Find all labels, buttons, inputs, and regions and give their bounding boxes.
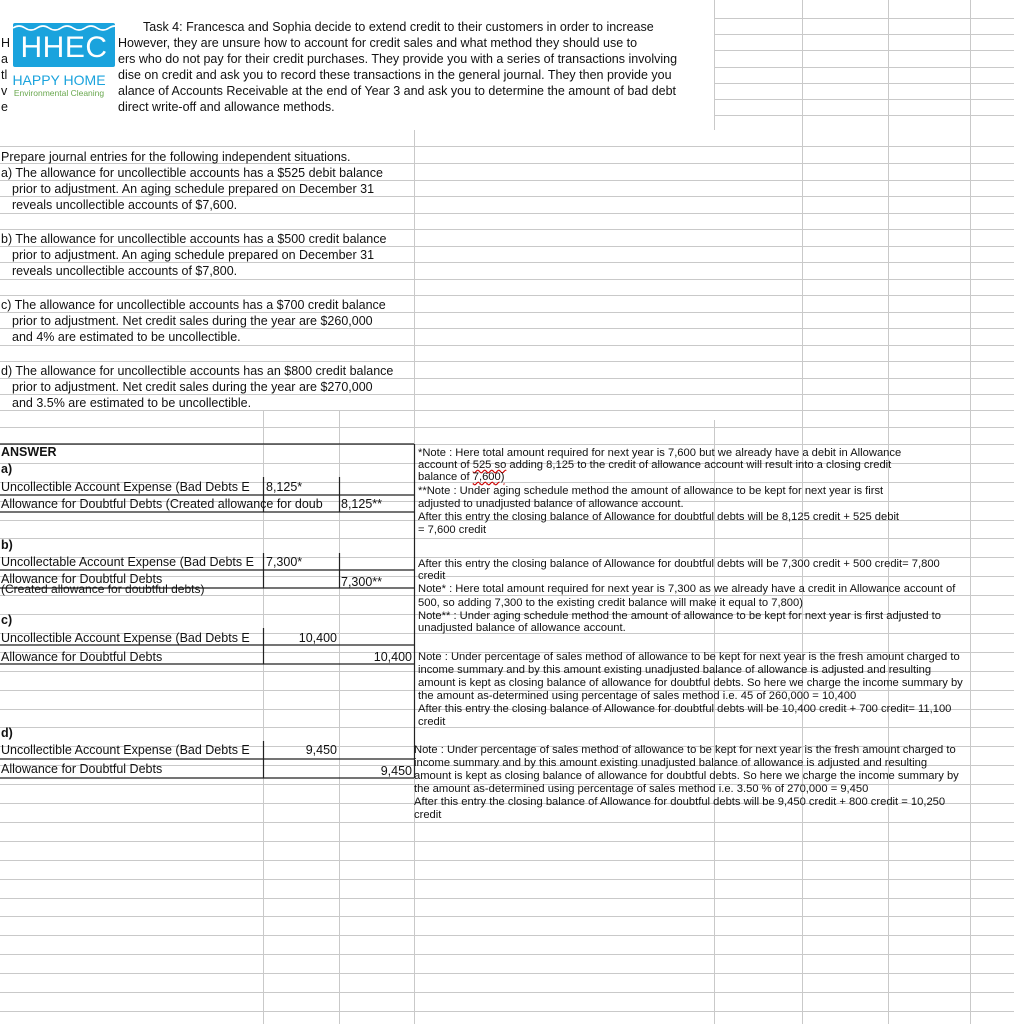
note-b-line: unadjusted balance of allowance account. <box>418 622 626 634</box>
answer-d-label: d) <box>1 726 13 740</box>
journal-account: Uncollectible Account Expense (Bad Debts E <box>1 480 250 494</box>
journal-account: Uncollectible Account Expense (Bad Debts E <box>1 743 250 757</box>
logo-text: HHEC <box>20 31 108 64</box>
task-title: Task 4: Francesca and Sophia decide to extend credit to their customers in order to increase <box>143 20 654 34</box>
journal-account: Uncollectible Account Expense (Bad Debts E <box>1 631 250 645</box>
task-fragment: v <box>1 84 8 98</box>
task-line: dise on credit and ask you to record these transactions in the general journal. They then provide you <box>118 68 672 82</box>
journal-account: Allowance for Doubtful Debts <box>1 650 163 664</box>
journal-account-cutoff: (Created allowance for doubtful debts) <box>1 582 205 596</box>
note-b-line: credit <box>418 570 446 582</box>
task-line: alance of Accounts Receivable at the end of Year 3 and ask you to determine the amount of bad debt <box>118 84 677 98</box>
note-c-line: credit <box>418 716 446 728</box>
task-line: However, they are unsure how to account for credit sales and what method they should use to <box>118 36 638 50</box>
task-fragment: H <box>1 36 11 50</box>
question-b-line: prior to adjustment. An aging schedule prepared on December 31 <box>12 248 375 262</box>
note-c-line: income summary and by this amount existing unadjusted balance of allowance is adjusted and resulting <box>418 664 932 676</box>
journal-credit: 9,450 <box>380 764 412 778</box>
note-b-line: 500, so adding 7,300 to the existing credit balance will make it equal to 7,800) <box>418 597 803 609</box>
logo-subtitle: Environmental Cleaning <box>13 88 105 98</box>
journal-debit: 8,125* <box>266 480 303 494</box>
note-d-line: amount is kept as closing balance of allowance for doubtful debts. So here we charge the income summary by <box>414 770 959 782</box>
questions-intro: Prepare journal entries for the following independent situations. <box>1 150 351 164</box>
task-fragment: tl <box>1 68 8 82</box>
journal-account: Uncollectable Account Expense (Bad Debts E <box>1 555 254 569</box>
task-line: ers who do not pay for their credit purchases. They provide you with a series of transactions involving <box>118 52 678 66</box>
note-d-line: income summary and by this amount existing unadjusted balance of allowance is adjusted and resulting <box>414 757 928 769</box>
journal-debit: 7,300* <box>266 555 303 569</box>
question-c-line: prior to adjustment. Net credit sales during the year are $260,000 <box>12 314 373 328</box>
note-a-line: After this entry the closing balance of Allowance for doubtful debts will be 8,125 credit + 525 debit <box>418 511 900 523</box>
task-fragment: a <box>1 52 8 66</box>
journal-account: Allowance for Doubtful Debts (Created allowance for doub <box>1 497 323 511</box>
question-d-line: d) The allowance for uncollectible accounts has an $800 credit balance <box>1 364 394 378</box>
logo-badge <box>13 23 115 67</box>
question-c-line: c) The allowance for uncollectible accounts has a $700 credit balance <box>1 298 386 312</box>
note-b-line: Note** : Under aging schedule method the amount of allowance to be kept for next year is first adjusted to <box>418 610 942 622</box>
note-c-line: the amount as-determined using percentage of sales method i.e. 45 of 260,000 = 10,400 <box>418 690 857 702</box>
answer-heading: ANSWER <box>1 445 57 459</box>
note-c-line: After this entry the closing balance of Allowance for doubtful debts will be 10,400 credit + 700 credit= 11,100 <box>418 703 952 715</box>
question-b-line: b) The allowance for uncollectible accounts has a $500 credit balance <box>1 232 387 246</box>
question-d-line: prior to adjustment. Net credit sales during the year are $270,000 <box>12 380 373 394</box>
note-a-line: account of 525 so adding 8,125 to the credit of allowance account will result into a closing credit <box>418 459 892 471</box>
journal-debit: 10,400 <box>298 631 337 645</box>
note-c-line: Note : Under percentage of sales method of allowance to be kept for next year is the fresh amount charged to <box>418 651 960 663</box>
note-c-line: amount is kept as closing balance of allowance for doubtful debts. So here we charge the income summary by <box>418 677 963 689</box>
note-a-line: = 7,600 credit <box>418 524 487 536</box>
note-d-line: credit <box>414 809 442 821</box>
note-d-line: Note : Under percentage of sales method of allowance to be kept for next year is the fresh amount charged to <box>414 744 956 756</box>
journal-account: Allowance for Doubtful Debts <box>1 572 163 586</box>
question-a-line: prior to adjustment. An aging schedule prepared on December 31 <box>12 182 375 196</box>
question-b-line: reveals uncollectible accounts of $7,800. <box>12 264 238 278</box>
note-a-line: adjusted to unadjusted balance of allowance account. <box>418 498 684 510</box>
question-d-line: and 3.5% are estimated to be uncollectible. <box>12 396 252 410</box>
task-fragment: e <box>1 100 8 114</box>
note-b-line: After this entry the closing balance of Allowance for doubtful debts will be 7,300 credit + 500 credit= 7,800 <box>418 558 940 570</box>
note-a-line: *Note : Here total amount required for next year is 7,600 but we already have a debit in Allowance <box>418 447 902 459</box>
task-line: direct write-off and allowance methods. <box>118 100 335 114</box>
journal-account: Allowance for Doubtful Debts <box>1 762 163 776</box>
answer-c-label: c) <box>1 613 13 627</box>
note-d-line: the amount as-determined using percentage of sales method i.e. 3.50 % of 270,000 = 9,450 <box>414 783 869 795</box>
question-c-line: and 4% are estimated to be uncollectible. <box>12 330 241 344</box>
answer-a-label: a) <box>1 462 13 476</box>
note-d-line: After this entry the closing balance of Allowance for doubtful debts will be 9,450 credit + 800 credit = 10,250 <box>414 796 946 808</box>
question-a-line: reveals uncollectible accounts of $7,600. <box>12 198 238 212</box>
note-a-line: **Note : Under aging schedule method the amount of allowance to be kept for next year is first <box>418 485 884 497</box>
hhec-logo <box>2 20 116 120</box>
journal-credit: 10,400 <box>373 650 412 664</box>
journal-debit: 9,450 <box>305 743 337 757</box>
logo-name: HAPPY HOME <box>12 72 106 88</box>
journal-debit: 8,125** <box>341 497 383 511</box>
question-a-line: a) The allowance for uncollectible accounts has a $525 debit balance <box>1 166 383 180</box>
note-b-line: Note* : Here total amount required for next year is 7,300 as we already have a credit in Allowance account of <box>418 583 956 595</box>
answer-b-label: b) <box>1 538 13 552</box>
note-a-line: balance of 7,600) <box>418 471 505 483</box>
journal-credit: 7,300** <box>341 575 383 589</box>
